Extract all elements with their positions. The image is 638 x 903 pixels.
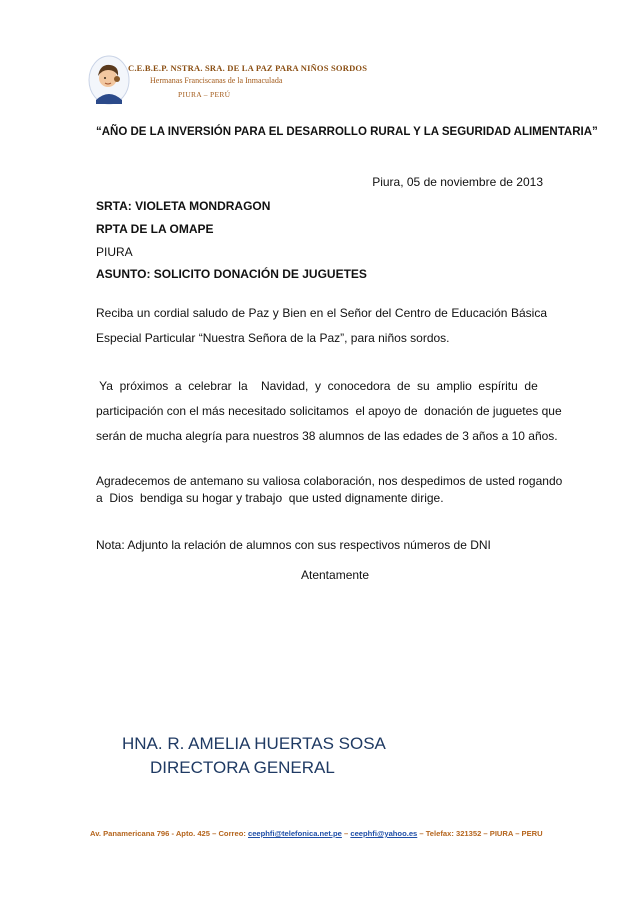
paragraph-2-line-2: participación con el más necesitado solicitamos el apoyo de donación de juguetes que [96, 404, 562, 418]
subject-line: ASUNTO: SOLICITO DONACIÓN DE JUGUETES [96, 267, 367, 281]
paragraph-1-line-2: Especial Particular “Nuestra Señora de la Paz”, para niños sordos. [96, 331, 450, 345]
recipient-name: SRTA: VIOLETA MONDRAGON [96, 199, 271, 213]
signature-title: DIRECTORA GENERAL [150, 758, 335, 777]
recipient-city: PIURA [96, 245, 133, 259]
footer-email-telefonica[interactable]: ceephfi@telefonica.net.pe [247, 829, 342, 838]
footer-phone: – Telefax: 321352 – PIURA – PERU [417, 829, 543, 838]
signature-name: HNA. R. AMELIA HUERTAS SOSA [122, 734, 386, 753]
footer-separator: – [341, 829, 351, 838]
paragraph-1-line-1: Reciba un cordial saludo de Paz y Bien en el Señor del Centro de Educación Básica [96, 306, 547, 320]
footer-contact [90, 829, 560, 838]
letter-date: Piura, 05 de noviembre de 2013 [372, 175, 543, 189]
paragraph-3-line-2: a Dios bendiga su hogar y trabajo que usted dignamente dirige. [96, 491, 444, 505]
letterhead-subtitle: Hermanas Franciscanas de la Inmaculada [150, 76, 283, 85]
recipient-position: RPTA DE LA OMAPE [96, 222, 214, 236]
letterhead-title: C.E.B.E.P. NSTRA. SRA. DE LA PAZ PARA NIÑOS SORDOS [128, 63, 368, 73]
paragraph-2-line-1: Ya próximos a celebrar la Navidad, y conocedora de su amplio espíritu de [96, 379, 538, 393]
attachment-note: Nota: Adjunto la relación de alumnos con sus respectivos números de DNI [96, 538, 491, 552]
paragraph-2-line-3: serán de mucha alegría para nuestros 38 alumnos de las edades de 3 años a 10 años. [96, 429, 558, 443]
year-motto: “AÑO DE LA INVERSIÓN PARA EL DESARROLLO RURAL Y LA SEGURIDAD ALIMENTARIA” [96, 126, 598, 138]
closing: Atentamente [301, 568, 370, 582]
school-logo-icon [88, 54, 132, 106]
footer-email-yahoo[interactable]: ceephfi@yahoo.es [350, 829, 418, 838]
footer-address: Av. Panamericana 796 - Apto. 425 – Correo: [90, 829, 248, 838]
letterhead-city: PIURA – PERÚ [178, 90, 231, 99]
paragraph-3-line-1: Agradecemos de antemano su valiosa colaboración, nos despedimos de usted rogando [96, 474, 563, 488]
